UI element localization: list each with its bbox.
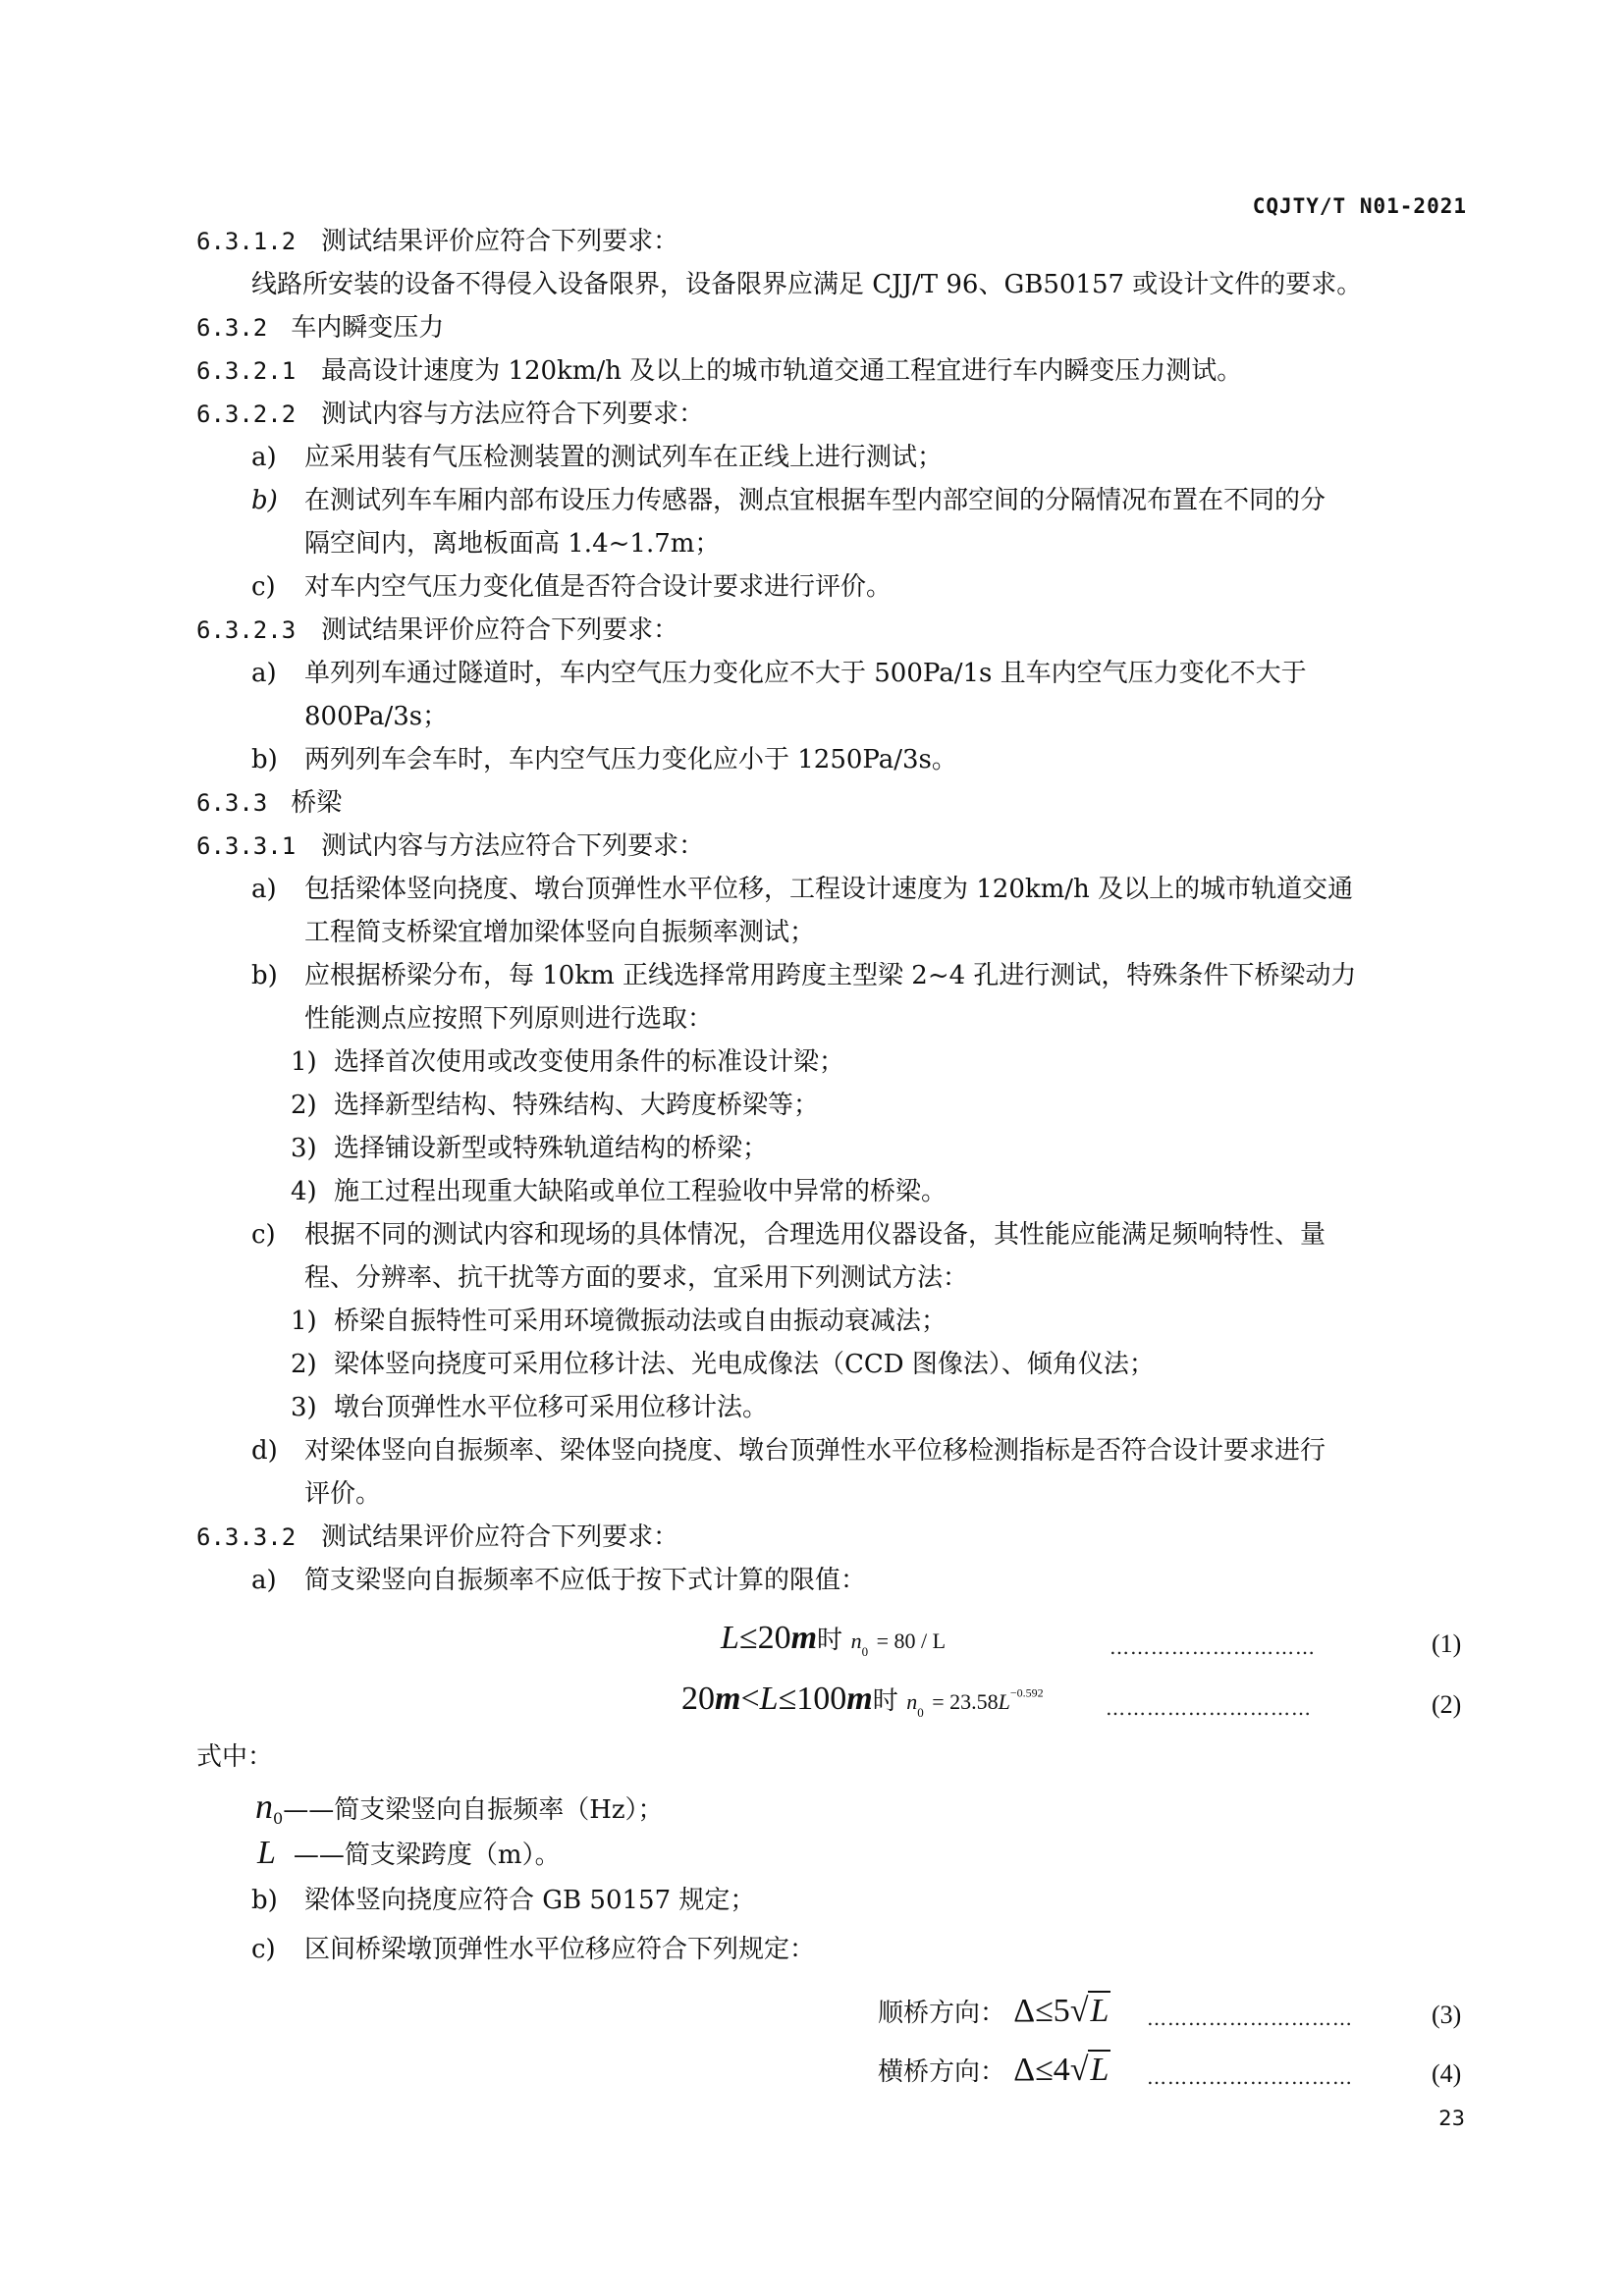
line-text: 桥梁自振特性可采用环境微振动法或自由振动衰减法； (334, 1307, 947, 1336)
list-label: b) (251, 745, 278, 774)
line-text: 程、分辨率、抗干扰等方面的要求，宜采用下列测试方法： (304, 1263, 969, 1293)
line-text: 测试内容与方法应符合下列要求： (321, 400, 705, 429)
line-text: 测试结果评价应符合下列要求： (321, 1522, 679, 1552)
sub-list-label: 3) (291, 1134, 317, 1163)
equation-2-number: (2) (1432, 1690, 1462, 1719)
equation-4-number: (4) (1432, 2059, 1462, 2088)
line-text: 对车内空气压力变化值是否符合设计要求进行评价。 (304, 572, 893, 602)
list-item (251, 571, 892, 603)
where-label: 式中： (196, 1742, 274, 1772)
line-text: 应采用装有气压检测装置的测试列车在正线上进行测试； (304, 443, 944, 472)
equation-1: L≤20m时 $n_0 = 80 / L$ (721, 1620, 947, 1659)
list-label: c) (251, 1220, 276, 1250)
list-item (251, 1565, 866, 1596)
sub-list-label: 1) (291, 1047, 317, 1077)
list-label: d) (251, 1436, 278, 1466)
line-text: 包括梁体竖向挠度、墩台顶弹性水平位移，工程设计速度为 120km/h 及以上的城市轨道交通 (304, 875, 1354, 904)
line-text: 梁体竖向挠度可采用位移计法、光电成像法（CCD 图像法）、倾角仪法； (334, 1350, 1155, 1379)
sub-list-item (291, 1133, 768, 1164)
line-text: 工程简支桥梁宜增加梁体竖向自振频率测试； (304, 918, 816, 947)
line-text: 隔空间内，离地板面高 1.4~1.7m； (304, 529, 721, 559)
equation-2: 20m<L≤100m时 $n_0 = 23.58L^{-0.592}$ (681, 1681, 1044, 1720)
clause-number: 6.3.3.1 (196, 832, 297, 860)
line-text: 线路所安装的设备不得侵入设备限界，设备限界应满足 CJJ/T 96、GB50157 或设计文件的要求。 (251, 270, 1363, 299)
line-text: 简支梁竖向自振频率不应低于按下式计算的限值： (304, 1566, 867, 1595)
line-text: 应根据桥梁分布，每 10km 正线选择常用跨度主型梁 2~4 孔进行测试，特殊条件下桥梁动力 (304, 961, 1357, 990)
text-line (304, 528, 720, 560)
line-text: 桥梁 (291, 788, 343, 818)
line-text: 施工过程出现重大缺陷或单位工程验收中异常的桥梁。 (334, 1177, 947, 1206)
text-line (304, 917, 815, 948)
clause-heading (196, 312, 444, 344)
text-line (251, 269, 1362, 300)
sub-list-item (291, 1349, 1155, 1380)
equation-1-leader: ………………………… (1110, 1635, 1316, 1659)
clause-heading (196, 355, 1242, 387)
clause-heading (196, 830, 704, 862)
sub-list-label: 3) (291, 1393, 317, 1422)
line-text: 最高设计速度为 120km/h 及以上的城市轨道交通工程宜进行车内瞬变压力测试。 (321, 356, 1243, 386)
list-label: a) (251, 1566, 277, 1595)
line-text: 选择首次使用或改变使用条件的标准设计梁； (334, 1047, 845, 1077)
sub-list-item (291, 1046, 844, 1078)
line-text: 800Pa/3s； (304, 702, 449, 731)
sub-list-label: 2) (291, 1091, 317, 1120)
definition-n0: $n_0——$简支梁竖向自振频率（Hz）； (255, 1787, 664, 1829)
list-label: b) (251, 486, 278, 515)
clause-number: 6.3.2.3 (196, 616, 297, 644)
line-text: 测试结果评价应符合下列要求： (321, 227, 679, 256)
clause-heading (196, 787, 342, 819)
equation-1-number: (1) (1432, 1629, 1462, 1658)
list-item (251, 658, 1307, 689)
clause-heading (196, 1522, 678, 1553)
line-text: 单列列车通过隧道时，车内空气压力变化应不大于 500Pa/1s 且车内空气压力变化不大于 (304, 659, 1307, 688)
sub-list-label: 2) (291, 1350, 317, 1379)
text-line (304, 1003, 713, 1035)
line-text: 选择铺设新型或特殊轨道结构的桥梁； (334, 1134, 769, 1163)
equation-3-leader: ………………………… (1147, 2006, 1353, 2030)
equation-3: 顺桥方向： Δ≤5√L (878, 1993, 1110, 2029)
text-line (304, 1478, 381, 1510)
equation-3-number: (3) (1432, 2001, 1462, 2029)
clause-number: 6.3.3 (196, 789, 268, 817)
line-text: 性能测点应按照下列原则进行选取： (304, 1004, 714, 1034)
line-text: 选择新型结构、特殊结构、大跨度桥梁等； (334, 1091, 820, 1120)
line-text: 墩台顶弹性水平位移可采用位移计法。 (334, 1393, 769, 1422)
list-label: b) (251, 961, 278, 990)
sub-list-item (291, 1306, 947, 1337)
clause-heading (196, 614, 678, 646)
list-item (251, 874, 1353, 905)
text-line (304, 1262, 968, 1294)
line-text: 根据不同的测试内容和现场的具体情况，合理选用仪器设备，其性能应能满足频响特性、量 (304, 1220, 1326, 1250)
line-text: 车内瞬变压力 (291, 313, 445, 343)
sub-list-item (291, 1090, 819, 1121)
equation-4-leader: ………………………… (1147, 2065, 1353, 2089)
list-item (251, 1435, 1326, 1467)
list-item (251, 960, 1356, 991)
definition-L: L ——简支梁跨度（m）。 (257, 1835, 561, 1871)
equation-4: 横桥方向： Δ≤4√L (878, 2052, 1110, 2088)
equation-2-leader: ………………………… (1106, 1696, 1312, 1720)
sub-list-item (291, 1392, 768, 1423)
clause-heading (196, 226, 678, 257)
clause-number: 6.3.1.2 (196, 228, 297, 255)
line-text: 测试结果评价应符合下列要求： (321, 615, 679, 645)
sub-list-label: 4) (291, 1177, 317, 1206)
list-label: a) (251, 875, 277, 904)
line-text: 在测试列车车厢内部布设压力传感器，测点宜根据车型内部空间的分隔情况布置在不同的分 (304, 486, 1326, 515)
clause-number: 6.3.3.2 (196, 1523, 297, 1551)
list-label: a) (251, 443, 277, 472)
sub-list-item (291, 1176, 947, 1207)
clause-number: 6.3.2.2 (196, 400, 297, 428)
list-label: c) (251, 572, 276, 602)
standard-code-header: CQJTY/T N01-2021 (1252, 194, 1467, 218)
list-item (251, 442, 943, 473)
line-text: 对梁体竖向自振频率、梁体竖向挠度、墩台顶弹性水平位移检测指标是否符合设计要求进行 (304, 1436, 1326, 1466)
clause-heading (196, 399, 704, 430)
line-text: 两列列车会车时，车内空气压力变化应小于 1250Pa/3s。 (304, 745, 957, 774)
sub-list-label: 1) (291, 1307, 317, 1336)
line-text: 测试内容与方法应符合下列要求： (321, 831, 705, 861)
line-text: 评价。 (304, 1479, 382, 1509)
list-item (251, 1219, 1326, 1251)
text-line (304, 701, 448, 732)
clause-number: 6.3.2 (196, 314, 268, 342)
clause-number: 6.3.2.1 (196, 357, 297, 385)
list-item: b) 梁体竖向挠度应符合 GB 50157 规定； (251, 1886, 756, 1915)
list-item: c) 区间桥梁墩顶弹性水平位移应符合下列规定： (251, 1935, 816, 1964)
list-item (251, 744, 957, 775)
list-label: a) (251, 659, 277, 688)
list-item (251, 485, 1326, 516)
page-number: 23 (1438, 2107, 1465, 2130)
